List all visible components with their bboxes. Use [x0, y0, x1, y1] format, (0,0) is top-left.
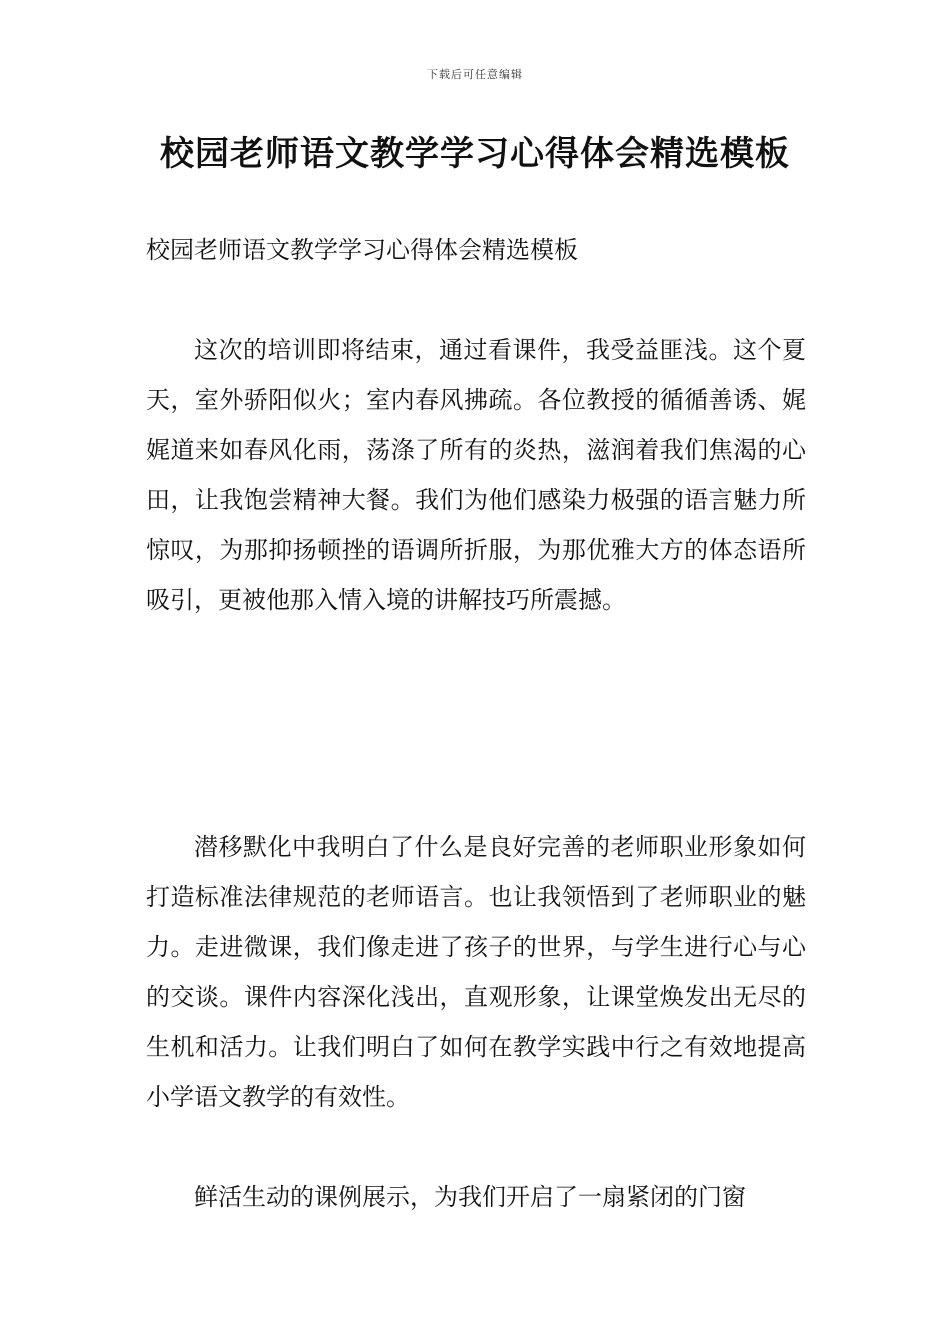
paragraph: 鲜活生动的课例展示，为我们开启了一扇紧闭的门窗 [194, 1183, 746, 1211]
document-title: 校园老师语文教学学习心得体会精选模板 [160, 134, 790, 174]
paragraph: 这次的培训即将结束，通过看课件，我受益匪浅。这个夏天，室外骄阳似火；室内春风拂疏。各位教授的循循善诱、娓娓道来如春风化雨，荡涤了所有的炎热，滋润着我们焦渴的心田，让我饱尝精神大餐。我们为他们感染力极强的语言魅力所惊叹，为那抑扬顿挫的语调所折服，为那优雅大方的体态语所吸引，更被他那入情入境的讲解技巧所震撼。 [146, 336, 806, 614]
document-subtitle: 校园老师语文教学学习心得体会精选模板 [146, 236, 578, 264]
paragraph: 潜移默化中我明白了什么是良好完善的老师职业形象如何打造标准法律规范的老师语言。也让我领悟到了老师职业的魅力。走进微课，我们像走进了孩子的世界，与学生进行心与心的交谈。课件内容深化浅出，直观形象，让课堂焕发出无尽的生机和活力。让我们明白了如何在教学实践中行之有效地提高小学语文教学的有效性。 [146, 833, 806, 1111]
header-note: 下载后可任意编辑 [427, 68, 523, 81]
